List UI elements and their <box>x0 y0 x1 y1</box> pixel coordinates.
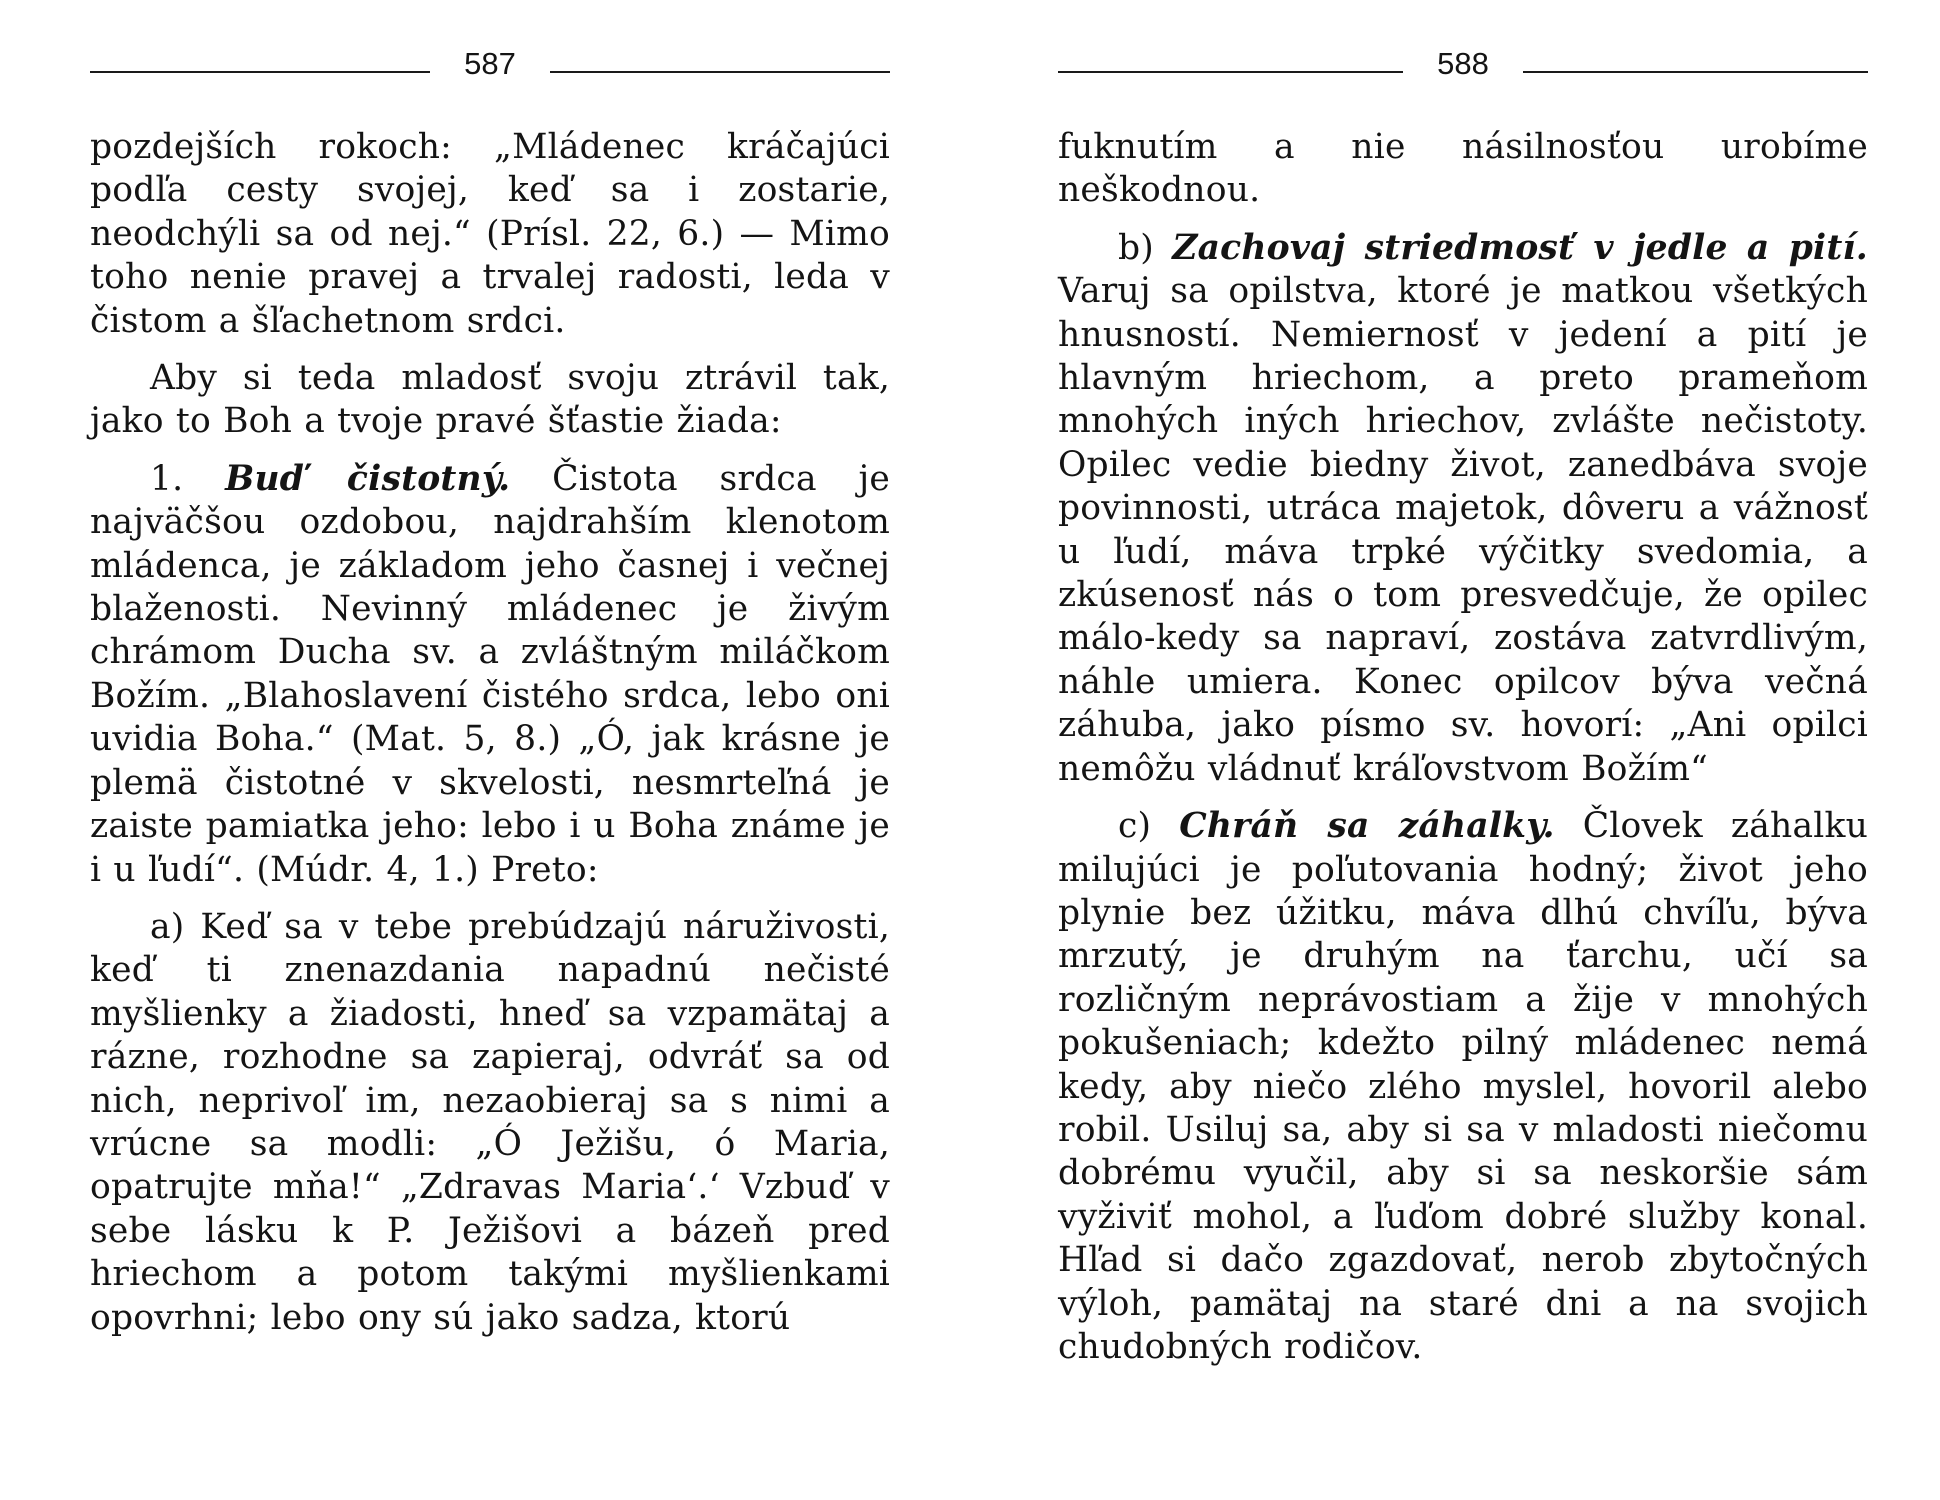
left-page-header <box>90 44 890 84</box>
page-number-left: 587 <box>464 46 516 81</box>
paragraph-section-c <box>1058 805 1868 1369</box>
right-page-header <box>1058 44 1868 84</box>
paragraph-text: Čistota srdca je najväčšou ozdobou, najdrahším klenotom mládenca, je základom jeho časnej i večnej blaženosti. Nevinný mládenec je živým chrámom Ducha sv. a zvláštným miláčkom Božím. „Blahoslavení čistého srdca, lebo oni uvidia Boha.“ (Mat. 5, 8.) „Ó, jak krásne je plemä čistotné v skvelosti, nesmrteľná je zaiste pamiatka jeho: lebo i u Boha známe je i u ľudí“. (Múdr. 4, 1.) Preto: <box>90 458 891 890</box>
paragraph-text: Varuj sa opilstva, ktoré je matkou všetkých hnusností. Nemiernosť v jedení a pití je hlavným hriechom, a preto prameňom mnohých iných hriechov, zvlášte nečistoty. Opilec vedie biedny život, zanedbáva svoje povinnosti, utráca majetok, dôveru a vážnosť u ľudí, máva trpké výčitky svedomia, a zkúsenosť nás o tom presvedčuje, že opilec málo-kedy sa napraví, zostáva zatvrdlivým, náhle umiera. Konec opilcov býva večná záhuba, jako písmo sv. hovorí: „Ani opilci nemôžu vládnuť kráľovstvom Božím“ <box>1058 271 1868 789</box>
header-rule-left <box>90 71 430 73</box>
paragraph: a) Keď sa v tebe prebúdzajú náruživosti, keď ti znenazdania napadnú nečisté myšlienky a žiadosti, hneď sa vzpamätaj a rázne, rozhodne sa zapieraj, odvráť sa od nich, neprivoľ im, nezaobieraj sa s nimi a vrúcne sa modli: „Ó Ježišu, ó Maria, opatrujte mňa!“ „Zdravas Maria‘.‘ Vzbuď v sebe lásku k P. Ježišovi a bázeň pred hriechom a potom takými myšlienkami opovrhni; lebo ony sú jako sadza, ktorú <box>90 906 890 1338</box>
right-page <box>1058 0 1868 1500</box>
page-number-right: 588 <box>1437 46 1489 81</box>
paragraph-text: Človek záhalku milujúci je poľutovania hodný; život jeho plynie bez úžitku, máva dlhú chvíľu, býva mrzutý, je druhým na ťarchu, učí sa rozličným neprávostiam a žije v mnohých pokušeniach; kdežto pilný mládenec nemá kedy, aby niečo zlého myslel, hovoril alebo robil. Usiluj sa, aby si sa v mladosti niečomu dobrému vyučil, aby si sa neskoršie sám vyživiť mohol, a ľuďom dobré služby konal. Hľad si dačo zgazdovať, nerob zbytočných výloh, pamätaj na staré dni a na svojich chudobných rodičov. <box>1058 806 1868 1367</box>
section-number: 1. <box>150 458 226 499</box>
section-heading: Zachovaj striedmosť v jedle a pití. <box>1172 227 1868 268</box>
paragraph: fuknutím a nie násilnosťou urobíme neškodnou. <box>1058 127 1868 211</box>
section-heading: Chráň sa záhalky. <box>1179 806 1555 847</box>
paragraph-section-b <box>1058 227 1868 791</box>
left-page <box>90 0 890 1500</box>
section-heading: Buď čistotný. <box>225 458 511 499</box>
paragraph-section-1 <box>90 458 890 892</box>
section-letter: c) <box>1118 806 1180 847</box>
header-rule-right <box>550 71 890 73</box>
paragraph: pozdejších rokoch: „Mládenec kráčajúci podľa cesty svojej, keď sa i zostarie, neodchýli sa od nej.“ (Prísl. 22, 6.) — Mimo toho nenie pravej a trvalej radosti, leda v čistom a šľachetnom srdci. <box>90 127 890 341</box>
header-rule-right <box>1523 71 1868 73</box>
header-rule-left <box>1058 71 1403 73</box>
left-page-body <box>90 126 890 1354</box>
right-page-body <box>1058 126 1868 1383</box>
paragraph: Aby si teda mladosť svoju ztrávil tak, jako to Boh a tvoje pravé šťastie žiada: <box>90 358 890 442</box>
section-letter: b) <box>1118 227 1173 268</box>
